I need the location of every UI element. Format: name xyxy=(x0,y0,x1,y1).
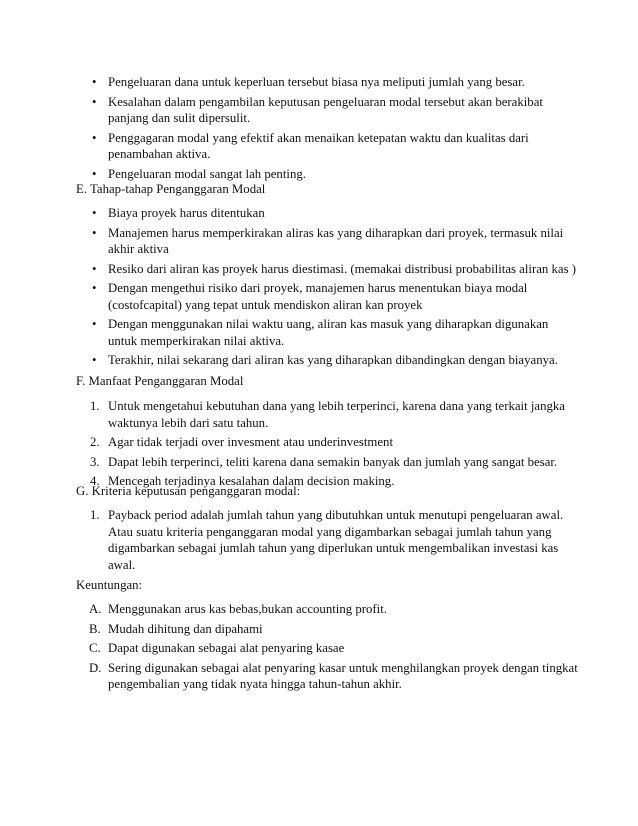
bullet-marker: • xyxy=(92,206,97,220)
section-heading-f: F. Manfaat Penganggaran Modal xyxy=(76,374,244,388)
list-item-text: Pengeluaran modal sangat lah penting. xyxy=(108,166,306,181)
bullet-marker: • xyxy=(92,75,97,89)
list-item-text: Dapat lebih terperinci, teliti karena dana semakin banyak dan jumlah yang sangat besar. xyxy=(108,454,558,469)
list-item-text: Terakhir, nilai sekarang dari aliran kas yang diharapkan dibandingkan dengan biayanya. xyxy=(108,353,558,367)
list-item-text: Resiko dari aliran kas proyek harus diestimasi. (memakai distribusi probabilitas aliran kas ) xyxy=(108,261,577,276)
list-item-text: Manajemen harus memperkirakan aliras kas yang diharapkan dari proyek, termasuk nilai akhir aktiva xyxy=(108,225,564,256)
list-item-text: Mencegah terjadinya kesalahan dalam decision making. xyxy=(108,474,395,488)
letter-marker: C. xyxy=(89,641,101,655)
list-item xyxy=(80,434,580,451)
list-item-text: Agar tidak terjadi over invesment atau underinvestment xyxy=(108,435,393,449)
section-heading-e: E. Tahap-tahap Penganggaran Modal xyxy=(76,182,266,196)
list-item-text: Kesalahan dalam pengambilan keputusan pengeluaran modal tersebut akan berakibat panjang dan sulit dipersulit. xyxy=(108,94,543,125)
list-item xyxy=(80,640,580,657)
number-marker: 4. xyxy=(90,474,100,488)
list-item xyxy=(80,316,580,349)
list-item xyxy=(80,507,580,573)
list-item-text: Untuk mengetahui kebutuhan dana yang lebih terperinci, karena dana yang terkait jangka waktunya lebih dari satu tahun. xyxy=(108,399,565,430)
letter-marker: B. xyxy=(89,621,101,636)
bullet-marker: • xyxy=(92,225,97,240)
list-item xyxy=(80,166,580,183)
list-item-text: Mudah dihitung dan dipahami xyxy=(108,621,263,636)
numbered-list-benefits xyxy=(80,398,580,493)
list-item xyxy=(80,94,580,127)
list-item xyxy=(80,225,580,258)
number-marker: 1. xyxy=(90,399,100,413)
list-item xyxy=(80,601,580,618)
list-item-text: Dengan mengethui risiko dari proyek, manajemen harus menentukan biaya modal (costofcapital) yang tepat untuk mendiskon aliran kan proyek xyxy=(108,281,528,312)
list-item-text: Pengeluaran dana untuk keperluan tersebut biasa nya meliputi jumlah yang besar. xyxy=(108,75,525,89)
list-item-text: Biaya proyek harus ditentukan xyxy=(108,206,265,220)
list-item xyxy=(80,280,580,313)
bullet-marker: • xyxy=(92,130,97,145)
bullet-marker: • xyxy=(92,261,97,276)
bullet-list-capital-budgeting-importance xyxy=(80,74,580,185)
letter-marker: D. xyxy=(89,660,102,675)
list-item-text: Dengan menggunakan nilai waktu uang, aliran kas masuk yang diharapkan digunakan untuk memperkirakan nilai aktiva. xyxy=(108,317,549,348)
list-item xyxy=(80,660,580,693)
numbered-list-criteria xyxy=(80,507,580,576)
bullet-marker: • xyxy=(92,94,97,109)
lettered-list-advantages xyxy=(80,601,580,696)
bullet-marker: • xyxy=(92,166,97,181)
list-item xyxy=(80,74,580,91)
letter-marker: A. xyxy=(89,602,102,616)
list-item xyxy=(80,352,580,369)
list-item-text: Penggagaran modal yang efektif akan menaikan ketepatan waktu dan kualitas dari penambahan aktiva. xyxy=(108,130,529,161)
bullet-marker: • xyxy=(92,281,97,295)
list-item xyxy=(80,261,580,278)
list-item-text: Payback period adalah jumlah tahun yang dibutuhkan untuk menutupi pengeluaran awal. Atau suatu kriteria penganggaran modal yang digambarkan sebagai jumlah tahun yang digambarkan sebagai jumlah tahun yang diperlukan untuk mengembalikan investasi kas awal. xyxy=(108,508,564,572)
number-marker: 3. xyxy=(90,454,100,469)
bullet-list-stages xyxy=(80,205,580,372)
bullet-marker: • xyxy=(92,317,97,331)
number-marker: 1. xyxy=(90,508,100,522)
list-item-text: Dapat digunakan sebagai alat penyaring kasae xyxy=(108,641,345,655)
list-item xyxy=(80,205,580,222)
bullet-marker: • xyxy=(92,353,97,367)
list-item xyxy=(80,454,580,471)
list-item-text: Sering digunakan sebagai alat penyaring kasar untuk menghilangkan proyek dengan tingkat pengembalian yang tidak nyata hingga tahun-tahun akhir. xyxy=(108,660,578,691)
list-item xyxy=(80,130,580,163)
number-marker: 2. xyxy=(90,435,100,449)
list-item-text: Menggunakan arus kas bebas,bukan accounting profit. xyxy=(108,602,387,616)
list-item xyxy=(80,398,580,431)
section-heading-keuntungan: Keuntungan: xyxy=(76,578,143,592)
list-item xyxy=(80,621,580,638)
section-heading-g: G. Kriteria keputusan penganggaran modal: xyxy=(76,484,301,498)
